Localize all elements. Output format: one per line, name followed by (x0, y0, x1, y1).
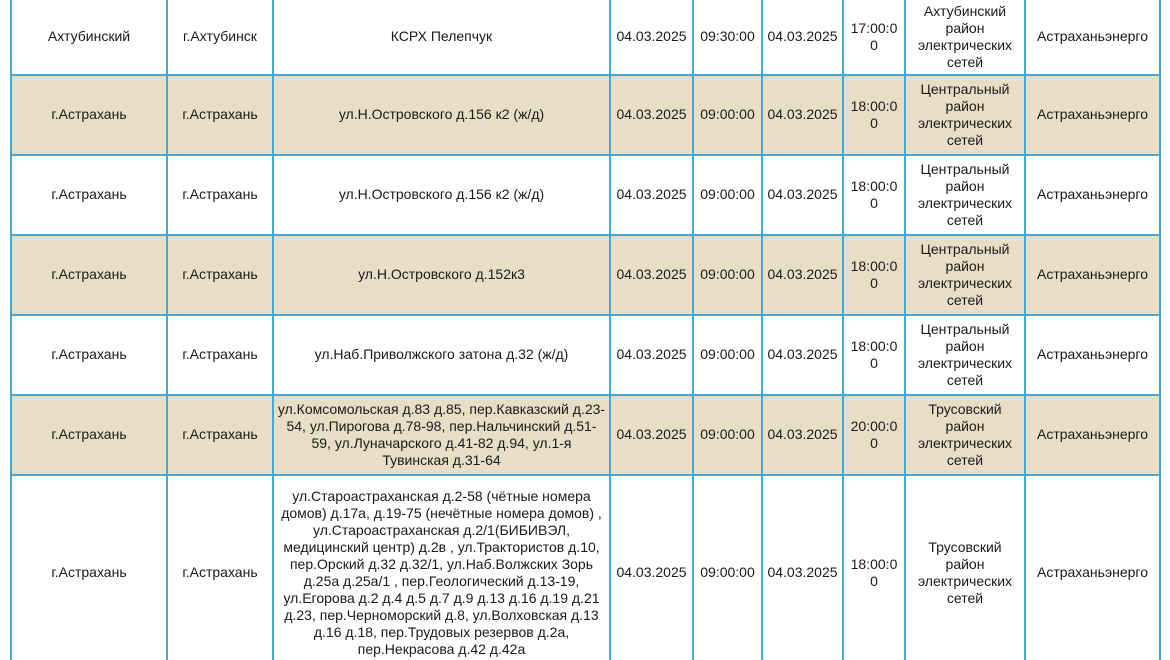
cell-network-district: Центральный район электрических сетей (905, 315, 1025, 395)
cell-disconnect-time: 09:00:00 (693, 395, 762, 475)
cell-settlement: г.Астрахань (167, 395, 273, 475)
cell-disconnect-time: 09:00:00 (693, 235, 762, 315)
cell-disconnect-date: 04.03.2025 (610, 155, 693, 235)
table-row (11, 475, 1160, 660)
cell-restore-date: 04.03.2025 (762, 395, 843, 475)
cell-disconnect-time: 09:00:00 (693, 75, 762, 155)
cell-settlement: г.Астрахань (167, 75, 273, 155)
cell-district: г.Астрахань (11, 75, 167, 155)
cell-district: г.Астрахань (11, 235, 167, 315)
cell-company: Астраханьэнерго (1025, 395, 1160, 475)
cell-network-district: Центральный район электрических сетей (905, 235, 1025, 315)
cell-disconnect-date: 04.03.2025 (610, 235, 693, 315)
cell-address: ул.Комсомольская д.83 д.85, пер.Кавказский д.23-54, ул.Пирогова д.78-98, пер.Нальчинский д.51-59, ул.Луначарского д.41-82 д.94, ул.1-я Тувинская д.31-64 (273, 395, 610, 475)
cell-restore-date: 04.03.2025 (762, 235, 843, 315)
cell-company: Астраханьэнерго (1025, 155, 1160, 235)
cell-network-district: Ахтубинский район электрических сетей (905, 0, 1025, 75)
cell-restore-date: 04.03.2025 (762, 155, 843, 235)
cell-restore-date: 04.03.2025 (762, 0, 843, 75)
table-row (11, 75, 1160, 155)
cell-district: г.Астрахань (11, 155, 167, 235)
cell-settlement: г.Астрахань (167, 475, 273, 660)
cell-settlement: г.Астрахань (167, 155, 273, 235)
table-row (11, 315, 1160, 395)
cell-disconnect-date: 04.03.2025 (610, 315, 693, 395)
cell-disconnect-time: 09:00:00 (693, 315, 762, 395)
cell-disconnect-date: 04.03.2025 (610, 395, 693, 475)
outage-table-body (11, 0, 1160, 660)
cell-network-district: Центральный район электрических сетей (905, 75, 1025, 155)
cell-network-district: Трусовский район электрических сетей (905, 395, 1025, 475)
cell-company: Астраханьэнерго (1025, 0, 1160, 75)
cell-restore-time: 18:00:00 (843, 315, 905, 395)
table-row (11, 155, 1160, 235)
cell-district: г.Астрахань (11, 315, 167, 395)
table-row (11, 0, 1160, 75)
cell-restore-time: 17:00:00 (843, 0, 905, 75)
cell-settlement: г.Астрахань (167, 315, 273, 395)
cell-disconnect-date: 04.03.2025 (610, 75, 693, 155)
cell-restore-time: 18:00:00 (843, 75, 905, 155)
cell-disconnect-time: 09:00:00 (693, 475, 762, 660)
cell-restore-time: 18:00:00 (843, 155, 905, 235)
cell-disconnect-date: 04.03.2025 (610, 475, 693, 660)
cell-address: ул.Н.Островского д.156 к2 (ж/д) (273, 155, 610, 235)
cell-restore-time: 20:00:00 (843, 395, 905, 475)
cell-restore-time: 18:00:00 (843, 235, 905, 315)
cell-disconnect-time: 09:30:00 (693, 0, 762, 75)
cell-settlement: г.Астрахань (167, 235, 273, 315)
outage-schedule-table (10, 0, 1161, 660)
cell-district: г.Астрахань (11, 395, 167, 475)
cell-disconnect-time: 09:00:00 (693, 155, 762, 235)
cell-restore-time: 18:00:00 (843, 475, 905, 660)
cell-address: ул.Н.Островского д.156 к2 (ж/д) (273, 75, 610, 155)
cell-network-district: Центральный район электрических сетей (905, 155, 1025, 235)
cell-disconnect-date: 04.03.2025 (610, 0, 693, 75)
cell-restore-date: 04.03.2025 (762, 315, 843, 395)
cell-company: Астраханьэнерго (1025, 315, 1160, 395)
cell-district: г.Астрахань (11, 475, 167, 660)
table-row (11, 235, 1160, 315)
cell-company: Астраханьэнерго (1025, 75, 1160, 155)
cell-district: Ахтубинский (11, 0, 167, 75)
cell-company: Астраханьэнерго (1025, 475, 1160, 660)
cell-address: КСРХ Пелепчук (273, 0, 610, 75)
cell-address: ул.Наб.Приволжского затона д.32 (ж/д) (273, 315, 610, 395)
cell-company: Астраханьэнерго (1025, 235, 1160, 315)
cell-restore-date: 04.03.2025 (762, 75, 843, 155)
table-row (11, 395, 1160, 475)
cell-address: ул.Н.Островского д.152к3 (273, 235, 610, 315)
cell-address: ул.Староастраханская д.2-58 (чётные номера домов) д.17а, д.19-75 (нечётные номера домов) , ул.Староастраханская д.2/1(БИБИВЭЛ, медицинский центр) д.2в , ул.Трактористов д.10, пер.Орский д.32 д.32/1, ул.Наб.Волжских Зорь д.25а д.25а/1 , пер.Геологический д.13-19, ул.Егорова д.2 д.4 д.5 д.7 д.9 д.13 д.16 д.19 д.21 д.23, пер.Черноморский д.8, ул.Волховская д.13 д.16 д.18, пер.Трудовых резервов д.2а, пер.Некрасова д.42 д.42а (273, 475, 610, 660)
cell-restore-date: 04.03.2025 (762, 475, 843, 660)
cell-settlement: г.Ахтубинск (167, 0, 273, 75)
cell-network-district: Трусовский район электрических сетей (905, 475, 1025, 660)
